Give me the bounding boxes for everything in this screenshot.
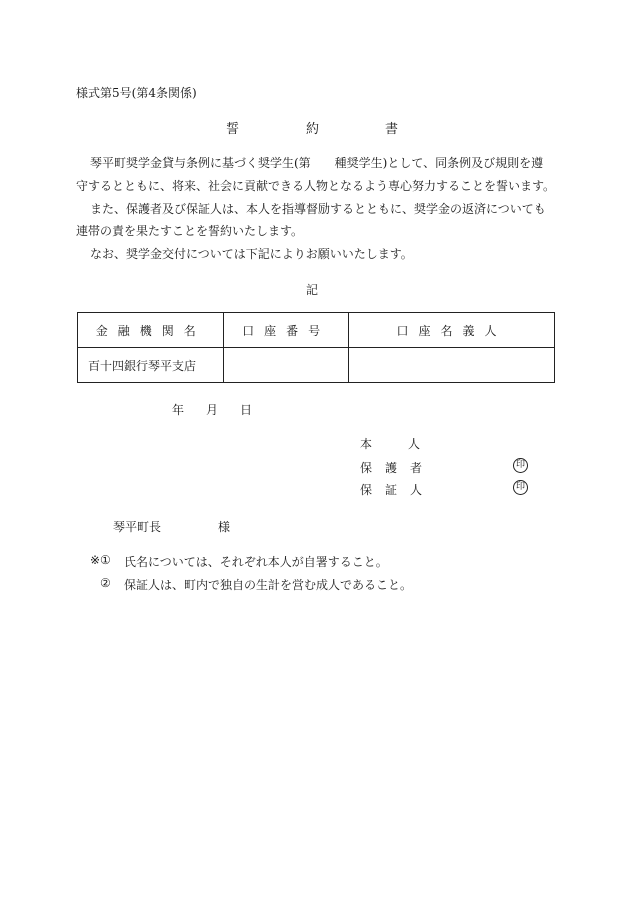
seal-mark-icon: 印 xyxy=(513,480,528,495)
pledge-paragraph-3: なお、奨学金交付については下記によりお願いいたします。 xyxy=(90,247,413,261)
note-2-text: 保証人は、町内で独自の生計を営む成人であること。 xyxy=(124,578,413,592)
header-account-holder: 口座名義人 xyxy=(348,313,554,348)
date-month: 月 xyxy=(206,403,219,417)
cell-bank-name[interactable]: 百十四銀行琴平支店 xyxy=(78,348,224,383)
addressee-name: 琴平町長 xyxy=(113,520,162,534)
pledge-paragraph-2-line-1: また、保護者及び保証人は、本人を指導督励するとともに、奨学金の返済についても xyxy=(90,202,546,216)
signatory-honnin: 本人 xyxy=(360,437,457,451)
seal-mark-icon: 印 xyxy=(513,458,528,473)
table-row xyxy=(78,348,555,383)
title-char-2: 約 xyxy=(306,122,320,137)
signatory-guarantor: 保証人 xyxy=(360,483,436,497)
pledge-paragraph-1-line-2: 守するとともに、将来、社会に貢献できる人物となるよう専心努力することを誓います。 xyxy=(76,179,556,193)
date-year: 年 xyxy=(172,403,185,417)
form-number: 様式第5号(第4条関係) xyxy=(76,86,197,100)
cell-account-holder[interactable] xyxy=(348,348,554,383)
header-account-number: 口座番号 xyxy=(224,313,349,348)
cell-account-number[interactable] xyxy=(224,348,349,383)
signatory-guardian: 保護者 xyxy=(360,461,436,475)
addressee-honorific: 様 xyxy=(218,520,231,534)
note-1-text: 氏名については、それぞれ本人が自署すること。 xyxy=(124,555,388,569)
pledge-paragraph-2-line-2: 連帯の責を果たすことを誓約いたします。 xyxy=(76,224,304,238)
pledge-paragraph-1-line-1: 琴平町奨学金貸与条例に基づく奨学生(第 種奨学生)として、同条例及び規則を遵 xyxy=(90,156,544,170)
bank-account-table xyxy=(77,312,555,383)
title-char-1: 誓 xyxy=(226,122,240,137)
table-header-row xyxy=(78,313,555,348)
note-1-mark: ※① xyxy=(90,553,111,567)
date-day: 日 xyxy=(240,403,253,417)
ki-heading: 記 xyxy=(306,283,319,297)
note-2-mark: ② xyxy=(100,576,111,590)
title-char-3: 書 xyxy=(385,122,399,137)
header-bank-name: 金融機関名 xyxy=(78,313,224,348)
